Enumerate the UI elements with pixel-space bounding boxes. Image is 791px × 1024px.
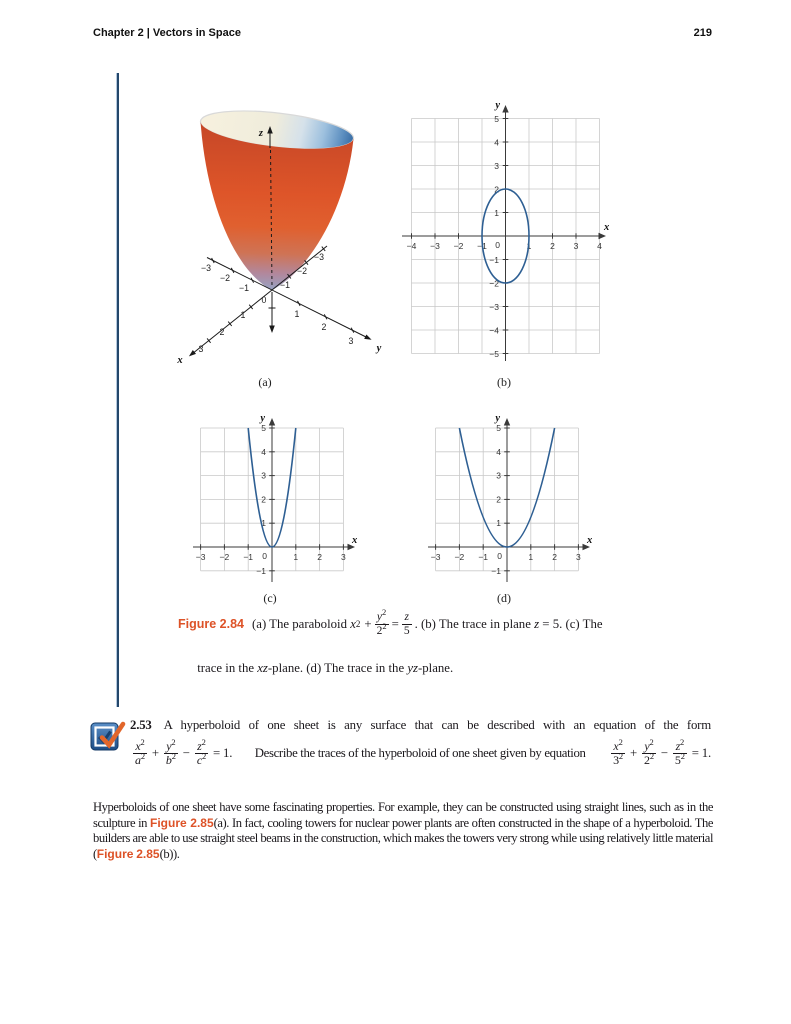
svg-text:3: 3 (261, 470, 266, 481)
svg-text:1: 1 (293, 552, 299, 562)
svg-text:2: 2 (317, 552, 322, 562)
svg-text:1: 1 (294, 309, 300, 319)
svg-text:−3: −3 (430, 552, 441, 562)
svg-text:1: 1 (261, 518, 266, 529)
svg-text:1: 1 (528, 552, 534, 562)
svg-text:−2: −2 (219, 552, 230, 562)
svg-text:−5: −5 (489, 349, 499, 359)
tick-labels (196, 413, 358, 576)
svg-text:4: 4 (597, 241, 602, 251)
axis-arrowheads (504, 418, 593, 550)
svg-text:−1: −1 (491, 566, 501, 576)
svg-text:4: 4 (494, 137, 499, 148)
fraction-z-over-5: $\frac{z}{5}$ (403, 611, 410, 637)
z-axis-label: z (258, 128, 263, 139)
svg-text:3: 3 (494, 161, 499, 171)
svg-text:5: 5 (494, 114, 499, 124)
page-number: 219 (693, 27, 712, 39)
svg-text:−3: −3 (430, 241, 440, 251)
body-paragraph: Hyperboloids of one sheet have some fascinating properties. For example, they can be constructed using straight lines, such as in the sculpture in Figure 2.85(a). In fact, cooling towers for nuclear power plants are often constructed in the shape of a hyperboloid. The builders are able to use straight steel beams in the construction, which makes the towers very strong while using relatively little material (Figure 2.85(b)). (93, 800, 713, 861)
svg-text:−2: −2 (219, 273, 231, 283)
svg-text:2: 2 (261, 494, 266, 505)
svg-text:−1: −1 (256, 566, 266, 576)
svg-text:−2: −2 (296, 266, 308, 276)
svg-text:−1: −1 (489, 255, 499, 265)
svg-text:−4: −4 (489, 325, 499, 336)
svg-text:2: 2 (496, 494, 501, 505)
svg-text:1: 1 (494, 208, 499, 218)
svg-text:3: 3 (198, 344, 204, 354)
axes (402, 110, 602, 361)
equation-specific: $\frac{x^2}{3^2}$ + $\frac{y^2}{2^2}$ − $\frac{z^2}{5^2}$ = 1. (613, 737, 711, 767)
svg-text:0: 0 (497, 551, 502, 561)
x-axis-label: x (352, 535, 358, 546)
svg-text:−2: −2 (454, 552, 465, 562)
svg-text:−3: −3 (195, 552, 206, 562)
chapter-header: Chapter 2 | Vectors in Space (93, 27, 241, 39)
svg-text:2: 2 (219, 327, 225, 337)
svg-text:3: 3 (576, 552, 581, 562)
svg-text:3: 3 (341, 552, 346, 562)
panel-label-b: (b) (497, 375, 511, 389)
svg-text:0: 0 (262, 551, 267, 561)
figure-number: Figure 2.84 (178, 617, 244, 631)
y-axis-label: y (495, 100, 500, 111)
figure-2-85-link[interactable]: Figure 2.85 (96, 846, 160, 861)
y-axis-label: y (376, 343, 382, 354)
svg-text:4: 4 (496, 446, 501, 457)
svg-text:−1: −1 (238, 283, 250, 293)
panel-label-c: (c) (263, 591, 277, 605)
x-axis-label: x (587, 535, 593, 546)
svg-text:−2: −2 (489, 278, 499, 289)
checkpoint-equation-line (130, 737, 711, 767)
svg-text:5: 5 (261, 423, 266, 433)
svg-text:−1: −1 (279, 280, 291, 290)
svg-text:2: 2 (550, 241, 555, 251)
checkpoint-icon (89, 717, 127, 755)
figure-left-rule (116, 73, 119, 707)
plot-trace-z5 (396, 98, 612, 366)
svg-text:1: 1 (240, 310, 246, 320)
svg-text:−1: −1 (477, 241, 487, 251)
svg-text:−3: −3 (200, 263, 212, 273)
checkpoint-line-1: 2.53 A hyperboloid of one sheet is any surface that can be described with an equation of the form (130, 718, 711, 732)
fraction-y2-over-4: $\frac{y^2}{2^2}$ (376, 607, 387, 637)
svg-text:1: 1 (526, 241, 532, 251)
panel-label-d: (d) (497, 591, 511, 605)
x-axis-label: x (604, 222, 610, 233)
checkpoint-mid-text: Describe the traces of the hyperboloid of one sheet given by equation (254, 745, 586, 760)
svg-text:4: 4 (261, 446, 266, 457)
equation-general: $\frac{x^2}{a^2}$ + $\frac{y^2}{b^2}$ − $\frac{z^2}{c^2}$ = 1. (135, 737, 233, 767)
y-axis-label: y (495, 413, 500, 424)
plot-3d-paraboloid (150, 100, 390, 368)
figure-caption (178, 604, 658, 691)
tick-labels (431, 413, 593, 576)
svg-text:3: 3 (496, 470, 501, 481)
panel-label-a: (a) (258, 375, 272, 389)
svg-text:2: 2 (321, 322, 327, 332)
y-axis-label: y (260, 413, 265, 424)
caption-line-2: trace in the xz-plane. (d) The trace in the yz-plane. (197, 661, 454, 675)
axes (193, 423, 351, 582)
x-axis-label: x (177, 355, 183, 366)
svg-text:−2: −2 (453, 241, 464, 251)
paraboloid-surface (199, 104, 356, 290)
svg-text:−4: −4 (406, 241, 417, 251)
plot-trace-yz (425, 412, 597, 590)
caption-line-1: Figure 2.84 (a) The paraboloid x 2 + $\frac{y^2}{2^2}$ = $\frac{z}{5}$ . (b) The trace in plane z = 5. (c) The (178, 607, 603, 637)
svg-text:−1: −1 (478, 552, 489, 562)
svg-text:2: 2 (494, 184, 499, 195)
axes (428, 423, 586, 582)
axis-arrowheads (502, 105, 606, 239)
svg-text:5: 5 (496, 423, 501, 433)
checkpoint-2-53 (130, 718, 711, 766)
svg-text:2: 2 (552, 552, 557, 562)
svg-text:−3: −3 (313, 252, 325, 262)
svg-text:−1: −1 (243, 552, 254, 562)
figure-2-85-link[interactable]: Figure 2.85 (150, 815, 214, 830)
checkpoint-number: 2.53 (130, 718, 152, 732)
svg-text:0: 0 (261, 295, 267, 305)
svg-text:−3: −3 (489, 302, 499, 312)
svg-text:3: 3 (573, 241, 579, 251)
svg-text:1: 1 (496, 518, 501, 529)
tick-labels (407, 100, 610, 359)
svg-text:0: 0 (495, 240, 500, 250)
svg-text:3: 3 (348, 336, 354, 346)
axis-arrowheads (269, 418, 358, 550)
plot-trace-xz (190, 412, 362, 590)
